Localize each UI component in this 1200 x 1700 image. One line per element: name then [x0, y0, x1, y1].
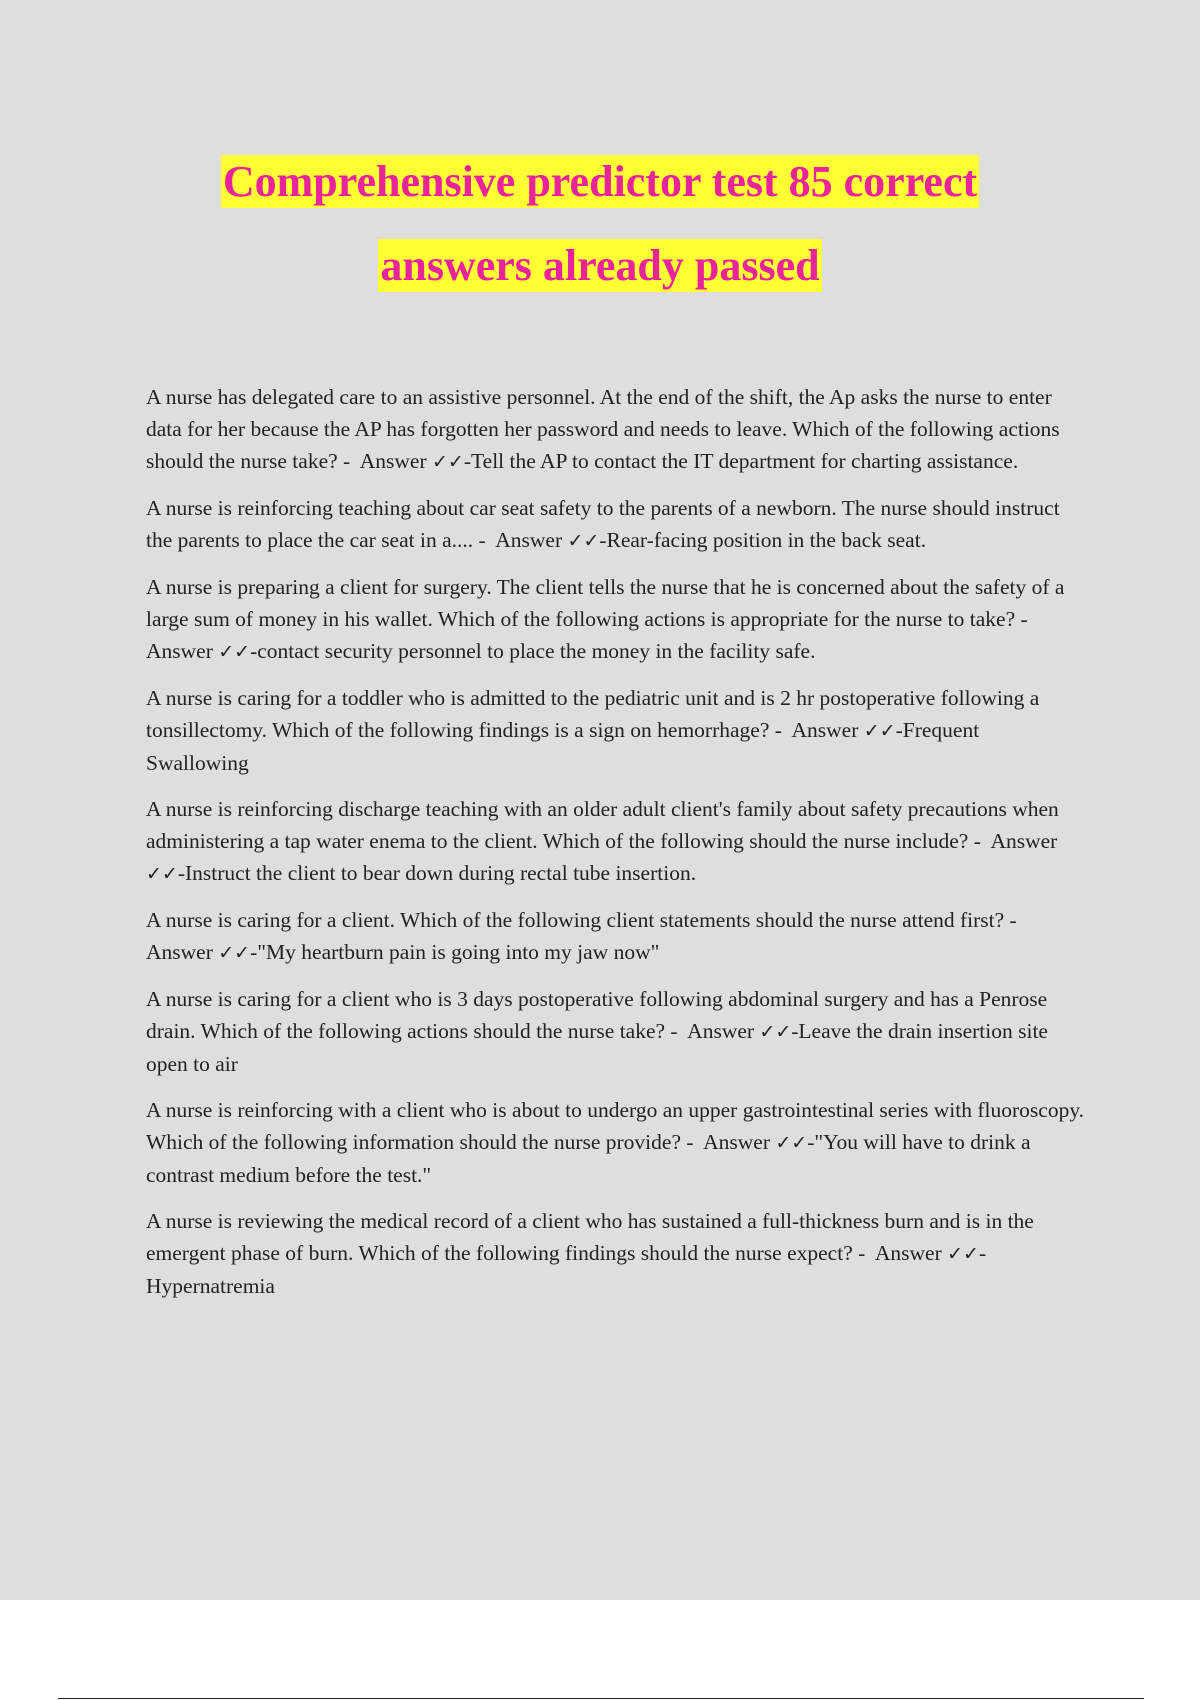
double-check-icon: ✓✓	[863, 720, 896, 742]
question-text: A nurse is caring for a client. Which of the following client statements should the nurse attend first? -	[146, 908, 1017, 932]
answer-text: -Tell the AP to contact the IT department for charting assistance.	[463, 449, 1019, 473]
document-title	[0, 140, 1200, 308]
double-check-icon: ✓✓	[218, 641, 251, 663]
answer-label: Answer	[990, 829, 1058, 853]
title-line-1: Comprehensive predictor test 85 correct	[222, 157, 978, 206]
question-text: A nurse is preparing a client for surgery. The client tells the nurse that he is concerned about the safety of a large sum of money in his wallet. Which of the following actions is appropriate for the nurse to take? -	[146, 575, 1065, 631]
answer-label: Answer	[791, 718, 859, 742]
question-text: A nurse is reinforcing with a client who is about to undergo an upper gastrointestinal series with fluoroscopy. Which of the following information should the nurse provide? -	[146, 1098, 1085, 1154]
double-check-icon: ✓✓	[759, 1021, 792, 1043]
double-check-icon: ✓✓	[775, 1132, 808, 1154]
answer-label: Answer	[703, 1130, 770, 1154]
answer-text: -Rear-facing position in the back seat.	[599, 528, 927, 552]
question-text: A nurse is caring for a client who is 3 days postoperative following abdominal surgery and has a Penrose drain. Which of the following actions should the nurse take? -	[146, 987, 1048, 1043]
qa-item	[146, 571, 1086, 668]
qa-item	[146, 1205, 1086, 1302]
answer-text: -"You will have to drink a contrast medium before the test."	[146, 1130, 1031, 1187]
double-check-icon: ✓✓	[432, 451, 464, 473]
answer-text: -"My heartburn pain is going into my jaw now"	[250, 940, 660, 964]
answer-label: Answer	[146, 940, 213, 964]
question-text: A nurse is reviewing the medical record of a client who has sustained a full-thickness burn and is in the emergent phase of burn. Which of the following findings should the nurse expect? -	[146, 1209, 1034, 1265]
double-check-icon: ✓✓	[567, 530, 600, 552]
question-text: A nurse is caring for a toddler who is admitted to the pediatric unit and is 2 hr postoperative following a tonsillectomy. Which of the following findings is a sign on hemorrhage? -	[146, 686, 1040, 742]
double-check-icon: ✓✓	[947, 1243, 979, 1265]
footer-divider	[58, 1698, 1144, 1699]
qa-item	[146, 983, 1086, 1080]
qa-item	[146, 793, 1086, 890]
question-text: A nurse has delegated care to an assistive personnel. At the end of the shift, the Ap asks the nurse to enter data for her because the AP has forgotten her password and needs to leave. Which of the following actions should the nurse take? -	[146, 385, 1060, 473]
answer-text: -Hypernatremia	[146, 1241, 987, 1298]
answer-label: Answer	[495, 528, 563, 552]
qa-item	[146, 904, 1086, 969]
answer-label: Answer	[874, 1241, 942, 1265]
title-line-2: answers already passed	[380, 241, 820, 290]
qa-list	[146, 381, 1086, 1316]
answer-label: Answer	[687, 1019, 755, 1043]
answer-text: -contact security personnel to place the money in the facility safe.	[250, 639, 816, 663]
answer-text: -Leave the drain insertion site open to air	[146, 1019, 1048, 1076]
qa-item	[146, 381, 1086, 478]
qa-item	[146, 492, 1086, 557]
qa-item	[146, 682, 1086, 779]
question-text: A nurse is reinforcing discharge teaching with an older adult client's family about safety precautions when administering a tap water enema to the client. Which of the following should the nurse include? -	[146, 797, 1059, 853]
double-check-icon: ✓✓	[146, 863, 178, 885]
answer-text: -Instruct the client to bear down during rectal tube insertion.	[177, 861, 697, 885]
question-text: A nurse is reinforcing teaching about car seat safety to the parents of a newborn. The nurse should instruct the parents to place the car seat in a.... -	[146, 496, 1060, 552]
qa-item	[146, 1094, 1086, 1191]
double-check-icon: ✓✓	[218, 942, 251, 964]
answer-text: -Frequent Swallowing	[146, 718, 980, 775]
answer-label: Answer	[359, 449, 427, 473]
answer-label: Answer	[146, 639, 213, 663]
